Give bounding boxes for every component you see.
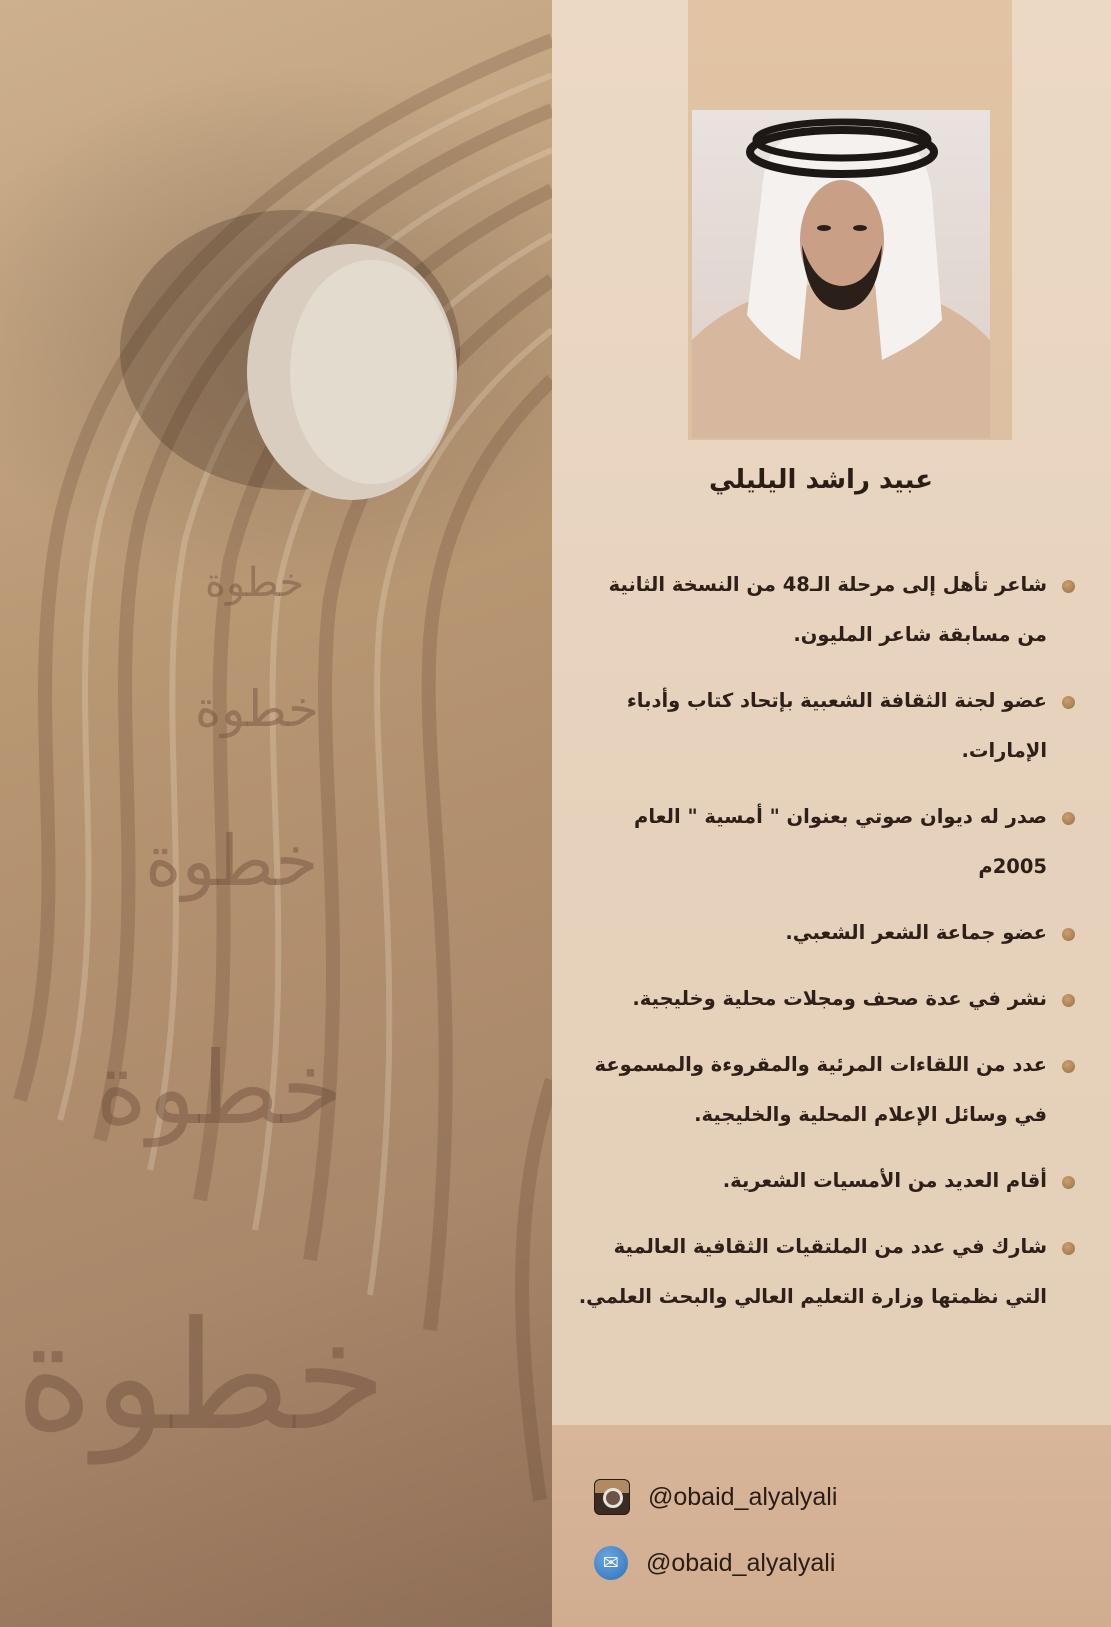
bio-item-text: أقام العديد من الأمسيات الشعرية. [722, 1169, 1047, 1192]
bio-panel [552, 0, 1111, 1425]
bio-item-text: شاعر تأهل إلى مرحلة الـ48 من النسخة الثانية من مسابقة شاعر المليون. [608, 573, 1047, 646]
bio-item [575, 974, 1075, 1024]
bio-item [575, 676, 1075, 776]
instagram-icon [594, 1479, 630, 1515]
bullet-icon [1062, 812, 1075, 825]
portrait-photo [692, 110, 990, 438]
bullet-icon [1062, 580, 1075, 593]
instagram-link[interactable] [594, 1477, 837, 1517]
bullet-icon [1062, 1060, 1075, 1073]
bio-list [575, 560, 1075, 1338]
twitter-icon: ✉ [594, 1546, 628, 1580]
bio-item-text: صدر له ديوان صوتي بعنوان " أمسية " العام 2005م [634, 805, 1047, 878]
bullet-icon [1062, 994, 1075, 1007]
bio-item [575, 1040, 1075, 1140]
twitter-handle: @obaid_alyalyali [646, 1548, 836, 1577]
calligraphy-word-4: خطوة [95, 1030, 343, 1147]
calligraphy-word-2: خطوة [195, 680, 319, 738]
bullet-icon [1062, 1176, 1075, 1189]
bio-item-text: شارك في عدد من الملتقيات الثقافية العالمية التي نظمتها وزارة التعليم العالي والبحث العلمي. [578, 1235, 1047, 1308]
bullet-icon [1062, 696, 1075, 709]
zen-sand-artwork [0, 0, 552, 1627]
bio-item [575, 1222, 1075, 1322]
bio-item [575, 1156, 1075, 1206]
bio-item-text: عضو جماعة الشعر الشعبي. [785, 921, 1047, 944]
bio-item-text: عضو لجنة الثقافة الشعبية بإتحاد كتاب وأدباء الإمارات. [626, 689, 1047, 762]
bio-item-text: عدد من اللقاءات المرئية والمقروءة والمسموعة في وسائل الإعلام المحلية والخليجية. [594, 1053, 1047, 1126]
bio-item [575, 560, 1075, 660]
calligraphy-word-1: خطوة [205, 560, 305, 606]
calligraphy-word-3: خطوة [145, 820, 319, 902]
person-name: عبيد راشد اليليلي [708, 465, 933, 495]
calligraphy-word-5: خطوة [15, 1290, 387, 1464]
bullet-icon [1062, 928, 1075, 941]
bullet-icon [1062, 1242, 1075, 1255]
bio-item [575, 792, 1075, 892]
instagram-handle: @obaid_alyalyali [648, 1482, 838, 1511]
bio-item-text: نشر في عدة صحف ومجلات محلية وخليجية. [632, 987, 1047, 1010]
bio-item [575, 908, 1075, 958]
social-links [552, 1425, 1111, 1627]
portrait-illustration [692, 110, 990, 438]
twitter-link[interactable] [594, 1543, 835, 1583]
